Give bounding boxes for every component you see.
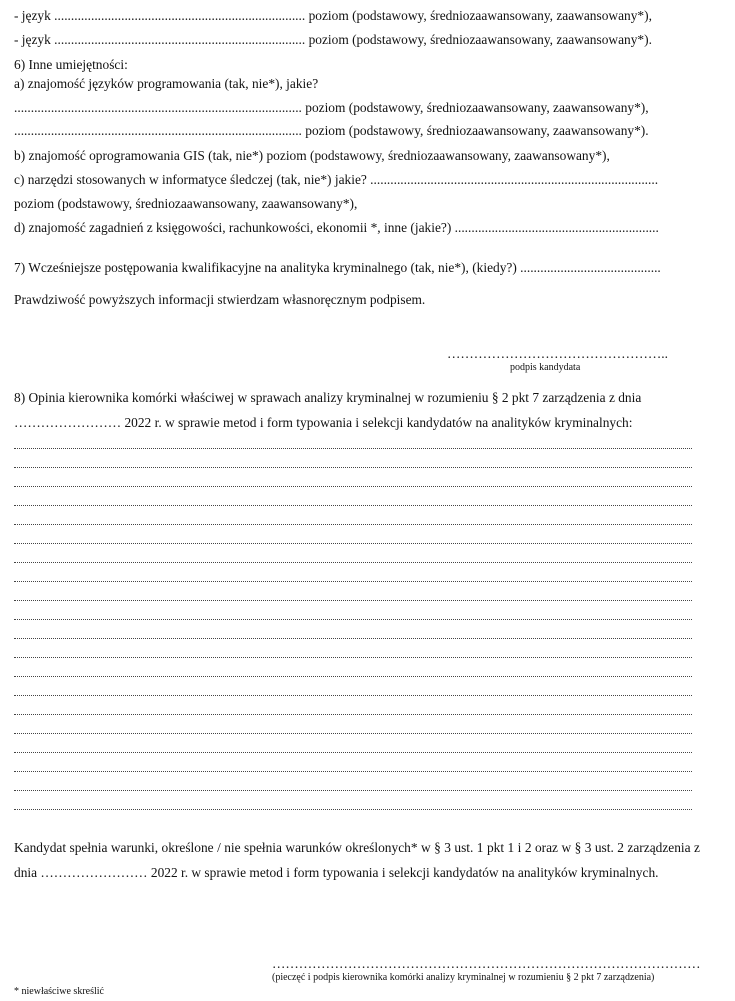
opinion-line[interactable]	[14, 744, 692, 753]
opinion-line[interactable]	[14, 687, 692, 696]
candidate-signature-dots: …………………………………………..	[447, 346, 668, 361]
opinion-line[interactable]	[14, 801, 692, 810]
section-6-heading: 6) Inne umiejętności:	[14, 57, 128, 72]
manager-signature-label: (pieczęć i podpis kierownika komórki analizy kryminalnej w rozumieniu § 2 pkt 7 zarządzenia)	[272, 972, 655, 983]
opinion-line[interactable]	[14, 630, 692, 639]
opinion-line[interactable]	[14, 459, 692, 468]
section-7-qualification: 7) Wcześniejsze postępowania kwalifikacyjne na analityka kryminalnego (tak, nie*), (kiedy?) ..........................................	[14, 260, 661, 275]
section-6b-gis: b) znajomość oprogramowania GIS (tak, nie*) poziom (podstawowy, średniozaawansowany, zaawansowany*),	[14, 148, 610, 163]
section-6a-line-1: ...................................................................................... poziom (podstawowy, średniozaawansowany, zaawansowany*),	[14, 100, 649, 115]
language-line-2: - język ........................................................................... poziom (podstawowy, średniozaawansowany, zaawansowany*).	[14, 32, 652, 47]
section-6d-accounting: d) znajomość zagadnień z księgowości, rachunkowości, ekonomii *, inne (jakie?) .............................................................	[14, 220, 659, 235]
opinion-line[interactable]	[14, 611, 692, 620]
opinion-line[interactable]	[14, 440, 692, 449]
section-8-line-2: …………………… 2022 r. w sprawie metod i form typowania i selekcji kandydatów na analityków kryminalnych:	[14, 415, 633, 430]
opinion-line[interactable]	[14, 573, 692, 582]
section-7-statement: Prawdziwość powyższych informacji stwierdzam własnoręcznym podpisem.	[14, 292, 426, 307]
opinion-line[interactable]	[14, 782, 692, 791]
opinion-line[interactable]	[14, 554, 692, 563]
section-6c-level: poziom (podstawowy, średniozaawansowany, zaawansowany*),	[14, 196, 358, 211]
opinion-line[interactable]	[14, 725, 692, 734]
section-6a-programming: a) znajomość języków programowania (tak, nie*), jakie?	[14, 76, 319, 91]
section-6a-line-2: ...................................................................................... poziom (podstawowy, średniozaawansowany, zaawansowany*).	[14, 123, 649, 138]
opinion-line[interactable]	[14, 706, 692, 715]
opinion-line[interactable]	[14, 649, 692, 658]
opinion-line[interactable]	[14, 535, 692, 544]
opinion-line[interactable]	[14, 497, 692, 506]
opinion-line[interactable]	[14, 592, 692, 601]
section-6c-forensics: c) narzędzi stosowanych w informatyce śledczej (tak, nie*) jakie? ......................................................................................	[14, 172, 659, 187]
opinion-line[interactable]	[14, 516, 692, 525]
section-8-line-1: 8) Opinia kierownika komórki właściwej w sprawach analizy kryminalnej w rozumieniu § 2 pkt 7 zarządzenia z dnia	[14, 390, 642, 405]
candidate-signature-label: podpis kandydata	[510, 362, 581, 373]
language-line-1: - język ........................................................................... poziom (podstawowy, średniozaawansowany, zaawansowany*),	[14, 8, 652, 23]
opinion-line[interactable]	[14, 668, 692, 677]
conclusion-paragraph: Kandydat spełnia warunki, określone / nie spełnia warunków określonych* w § 3 ust. 1 pkt 1 i 2 oraz w § 3 ust. 2 zarządzenia z dnia …………………… 2022 r. w sprawie metod i form typowania i selekcji kandydatów na analityków kryminalnych.	[14, 840, 700, 880]
manager-signature-dots: ……………………………………………………………………………………	[272, 956, 701, 971]
opinion-line[interactable]	[14, 763, 692, 772]
opinion-line[interactable]	[14, 478, 692, 487]
footnote: * niewłaściwe skreślić	[14, 986, 104, 997]
